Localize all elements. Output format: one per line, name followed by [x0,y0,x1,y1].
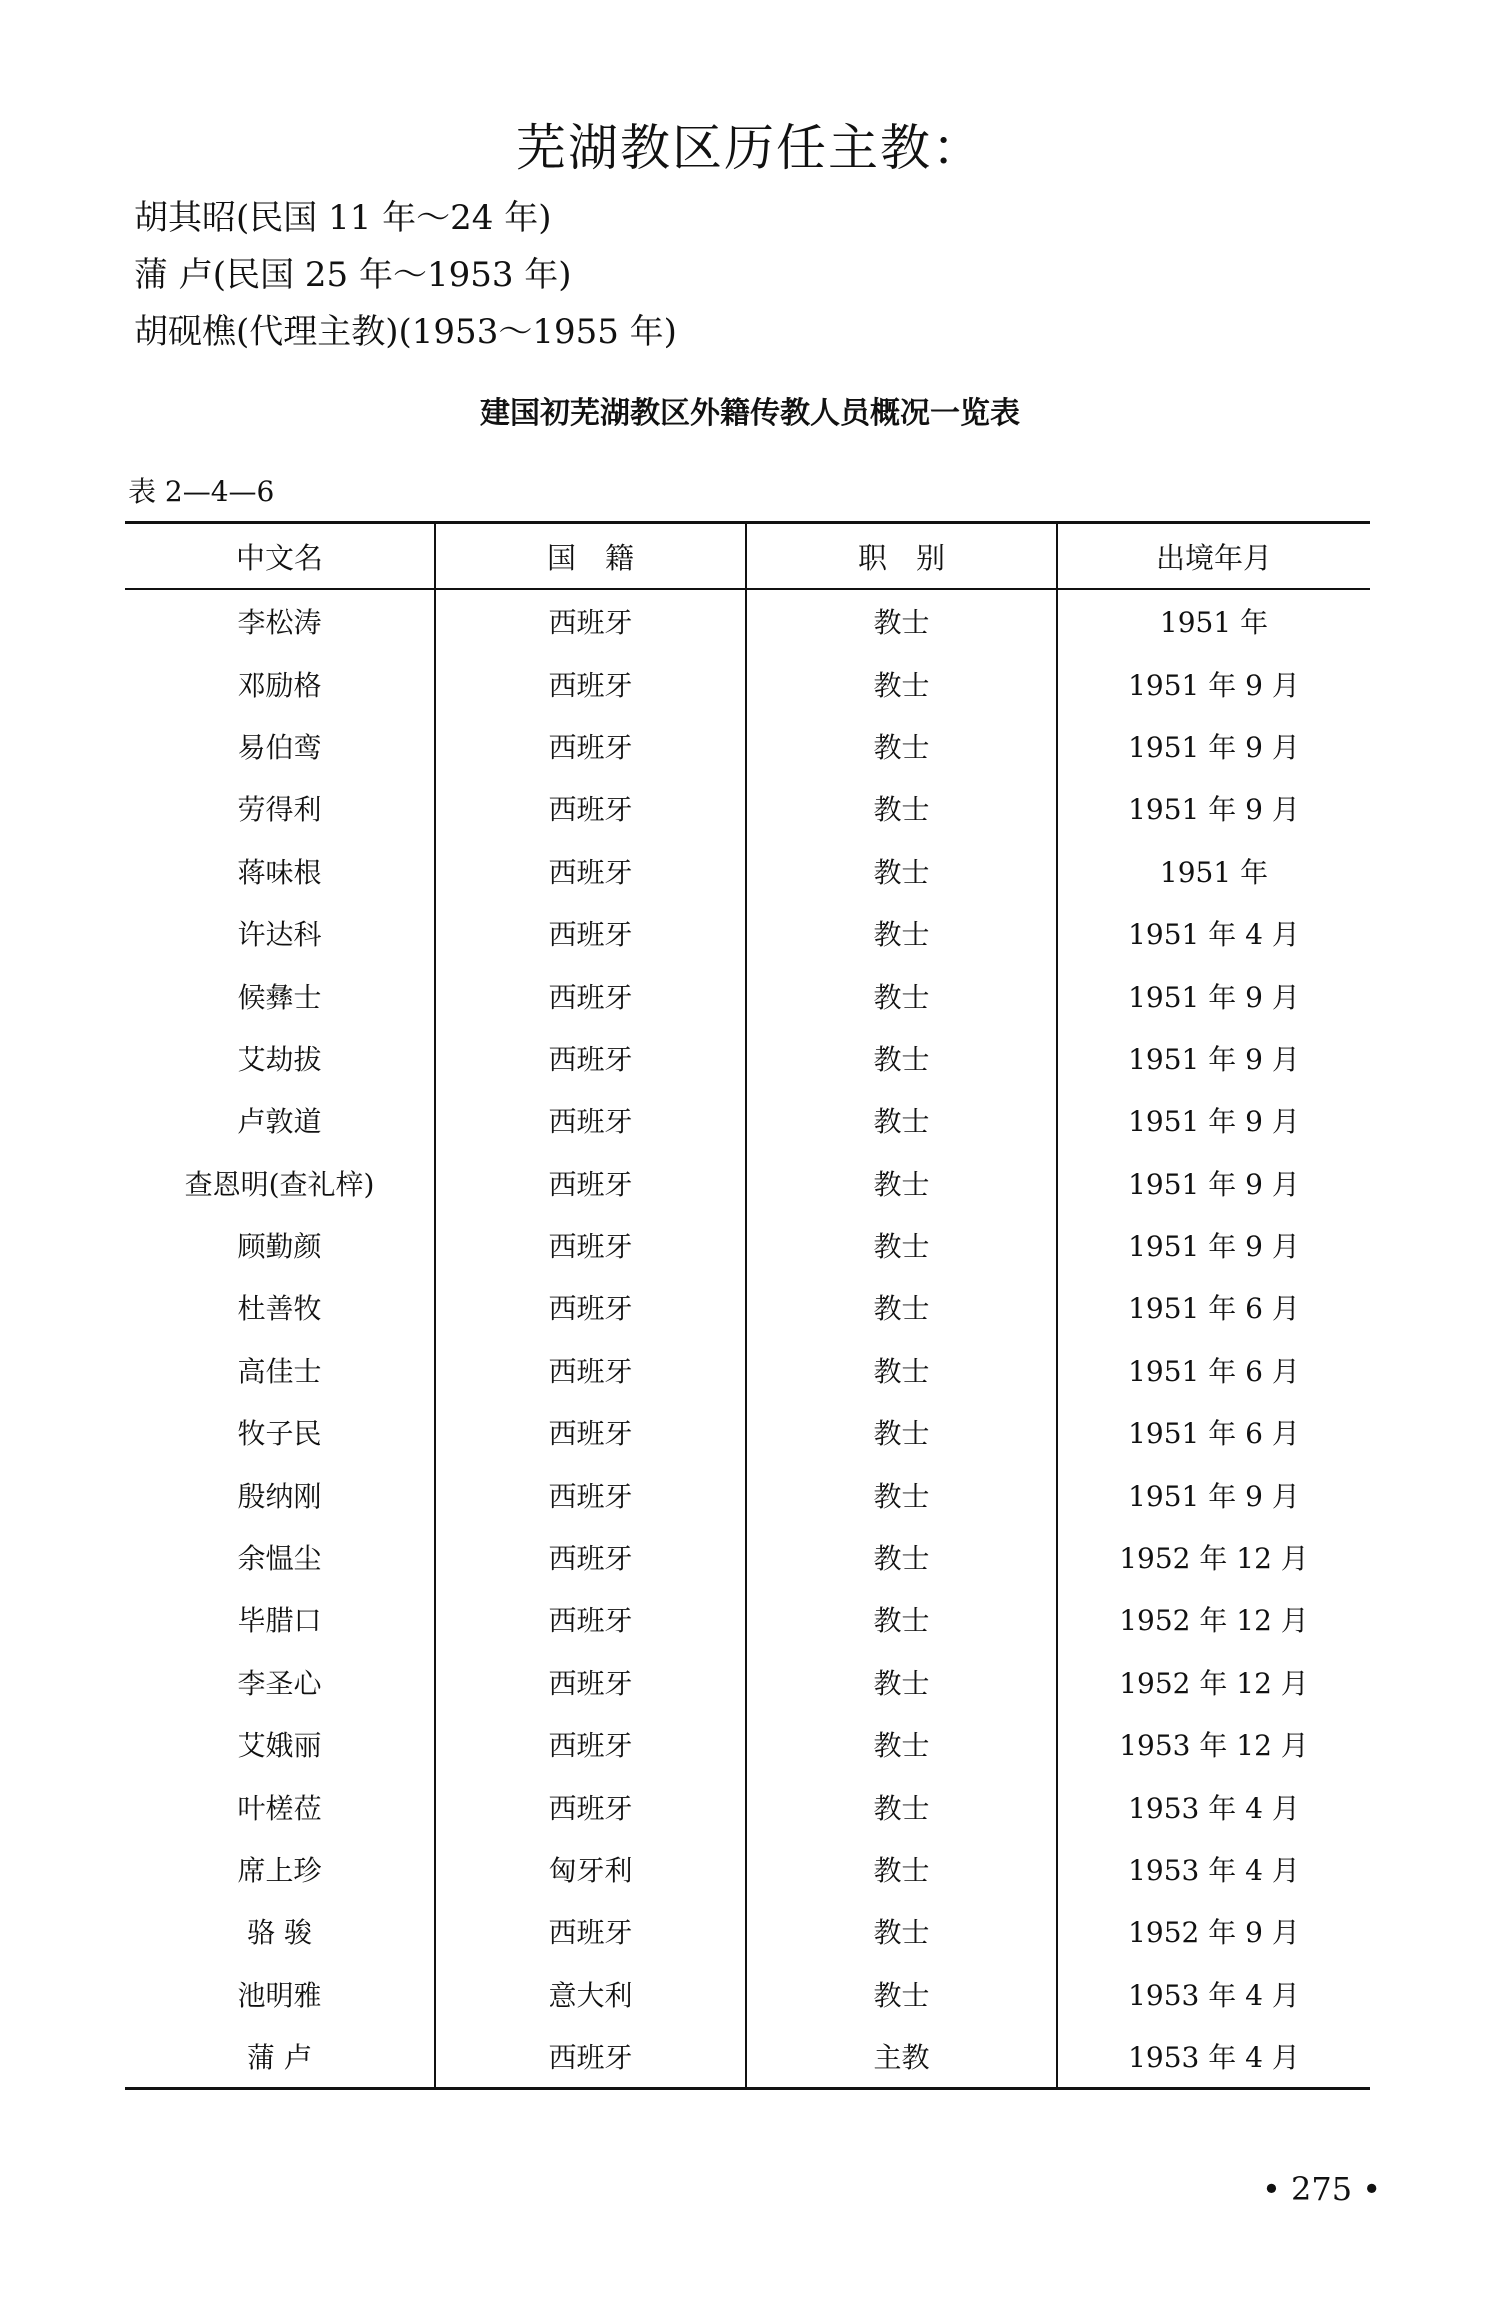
cell-position: 教士 [747,1089,1058,1151]
table-row [125,964,1370,1026]
cell-position: 教士 [747,777,1058,839]
cell-nationality: 意大利 [436,1963,747,2025]
cell-exit-date: 1951 年 9 月 [1128,1230,1300,1264]
cell-nationality: 西班牙 [436,1276,747,1338]
table-row [125,777,1370,839]
cell-exit-date: 1951 年 9 月 [1128,1105,1300,1139]
cell-nationality: 西班牙 [436,902,747,964]
table-row [125,1401,1370,1463]
cell-position: 教士 [747,1588,1058,1650]
cell-position: 教士 [747,1963,1058,2025]
table-row [125,1651,1370,1713]
cell-position: 教士 [747,1526,1058,1588]
cell-name: 艾娥丽 [125,1713,436,1775]
cell-nationality: 西班牙 [436,652,747,714]
cell-exit-date: 1952 年 12 月 [1119,1604,1309,1638]
cell-exit-date: 1951 年 [1159,855,1269,889]
cell-exit-date: 1951 年 9 月 [1128,668,1300,702]
column-header-nationality: 国 籍 [436,524,747,588]
cell-name: 易伯鸾 [125,715,436,777]
cell-exit-date: 1951 年 9 月 [1128,730,1300,764]
column-header-exit-date: 出境年月 [1155,540,1272,575]
cell-nationality: 西班牙 [436,1588,747,1650]
table-row [125,840,1370,902]
table-row [125,2025,1370,2087]
cell-position: 教士 [747,1276,1058,1338]
table-row [125,1963,1370,2025]
column-header-name: 中文名 [125,524,436,588]
table-row [125,1713,1370,1775]
cell-nationality: 西班牙 [436,1339,747,1401]
table-row [125,1900,1370,1962]
cell-position: 教士 [747,1838,1058,1900]
cell-name: 池明雅 [125,1963,436,2025]
table-row [125,1152,1370,1214]
table-row [125,1214,1370,1276]
cell-name: 艾劫拔 [125,1027,436,1089]
cell-exit-date: 1951 年 9 月 [1128,793,1300,827]
cell-nationality: 西班牙 [436,1900,747,1962]
page-heading: 芜湖教区历任主教： [516,119,984,177]
cell-exit-date: 1951 年 9 月 [1128,980,1300,1014]
page-number: • 275 • [1262,2170,1382,2208]
table-label: 表 2—4—6 [128,475,275,508]
cell-name: 杜善牧 [125,1276,436,1338]
cell-exit-date: 1953 年 12 月 [1119,1729,1309,1763]
cell-nationality: 西班牙 [436,777,747,839]
cell-exit-date: 1951 年 [1159,606,1269,640]
cell-position: 教士 [747,590,1058,652]
table-title: 建国初芜湖教区外籍传教人员概况一览表 [480,396,1020,431]
column-header-position: 职 别 [747,524,1058,588]
cell-nationality: 西班牙 [436,1775,747,1837]
table-row [125,1027,1370,1089]
cell-position: 教士 [747,1775,1058,1837]
cell-name: 卢敦道 [125,1089,436,1151]
cell-position: 教士 [747,1339,1058,1401]
cell-nationality: 西班牙 [436,715,747,777]
table-body [125,590,1370,2087]
cell-name: 叶槎莅 [125,1775,436,1837]
table-row [125,1526,1370,1588]
cell-nationality: 西班牙 [436,964,747,1026]
cell-nationality: 西班牙 [436,1401,747,1463]
cell-exit-date: 1952 年 9 月 [1128,1916,1300,1950]
cell-nationality: 西班牙 [436,840,747,902]
cell-position: 教士 [747,1463,1058,1525]
table-row [125,1089,1370,1151]
cell-nationality: 西班牙 [436,2025,747,2087]
cell-exit-date: 1952 年 12 月 [1119,1542,1309,1576]
cell-name: 邓励格 [125,652,436,714]
cell-position: 教士 [747,1900,1058,1962]
cell-nationality: 西班牙 [436,1463,747,1525]
table-row [125,1775,1370,1837]
cell-name: 劳得利 [125,777,436,839]
cell-nationality: 西班牙 [436,1651,747,1713]
cell-exit-date: 1953 年 4 月 [1128,1854,1300,1887]
cell-name: 余愠尘 [125,1526,436,1588]
table-row [125,902,1370,964]
cell-exit-date: 1953 年 4 月 [1128,2041,1300,2075]
cell-position: 教士 [747,1152,1058,1214]
bishop-entry: 胡其昭(民国 11 年～24 年) [134,198,552,238]
cell-name: 蒲 卢 [125,2025,436,2087]
table-row [125,1838,1370,1900]
cell-name: 殷纳刚 [125,1463,436,1525]
cell-position: 教士 [747,715,1058,777]
table-row [125,1339,1370,1401]
bishop-entry: 蒲 卢(民国 25 年～1953 年) [134,255,572,295]
missionaries-table [125,521,1370,2090]
cell-nationality: 西班牙 [436,1152,747,1214]
cell-name: 牧子民 [125,1401,436,1463]
cell-name: 顾勤颜 [125,1214,436,1276]
cell-name: 许达科 [125,902,436,964]
table-header-row [125,524,1370,590]
cell-position: 教士 [747,1214,1058,1276]
cell-exit-date: 1951 年 9 月 [1128,1479,1300,1513]
cell-nationality: 西班牙 [436,590,747,652]
cell-nationality: 西班牙 [436,1526,747,1588]
cell-name: 候彝士 [125,964,436,1026]
table-row [125,1588,1370,1650]
cell-exit-date: 1951 年 4 月 [1128,918,1300,952]
bishop-entry: 胡砚樵(代理主教)(1953～1955 年) [134,312,677,352]
bishop-list [134,190,677,361]
cell-position: 教士 [747,1651,1058,1713]
cell-position: 教士 [747,1401,1058,1463]
table-row [125,1463,1370,1525]
cell-nationality: 西班牙 [436,1214,747,1276]
cell-position: 教士 [747,902,1058,964]
cell-nationality: 匈牙利 [436,1838,747,1900]
table-row [125,590,1370,652]
cell-name: 蒋味根 [125,840,436,902]
table-row [125,715,1370,777]
cell-nationality: 西班牙 [436,1713,747,1775]
cell-exit-date: 1952 年 12 月 [1119,1666,1309,1700]
cell-nationality: 西班牙 [436,1027,747,1089]
table-row [125,652,1370,714]
cell-position: 主教 [747,2025,1058,2087]
cell-exit-date: 1951 年 6 月 [1128,1354,1300,1388]
cell-exit-date: 1953 年 4 月 [1128,1978,1300,2012]
cell-name: 李松涛 [125,590,436,652]
cell-name: 高佳士 [125,1339,436,1401]
cell-name: 查恩明(查礼梓) [125,1152,436,1214]
cell-name: 李圣心 [125,1651,436,1713]
cell-position: 教士 [747,840,1058,902]
cell-exit-date: 1951 年 6 月 [1128,1292,1300,1326]
cell-position: 教士 [747,1027,1058,1089]
cell-name: 骆 骏 [125,1900,436,1962]
table-row [125,1276,1370,1338]
cell-exit-date: 1951 年 9 月 [1128,1042,1300,1076]
cell-name: 毕腊口 [125,1588,436,1650]
cell-exit-date: 1953 年 4 月 [1128,1791,1300,1825]
cell-position: 教士 [747,652,1058,714]
cell-position: 教士 [747,1713,1058,1775]
cell-exit-date: 1951 年 9 月 [1128,1167,1300,1201]
cell-position: 教士 [747,964,1058,1026]
cell-name: 席上珍 [125,1838,436,1900]
cell-nationality: 西班牙 [436,1089,747,1151]
cell-exit-date: 1951 年 6 月 [1128,1417,1300,1451]
